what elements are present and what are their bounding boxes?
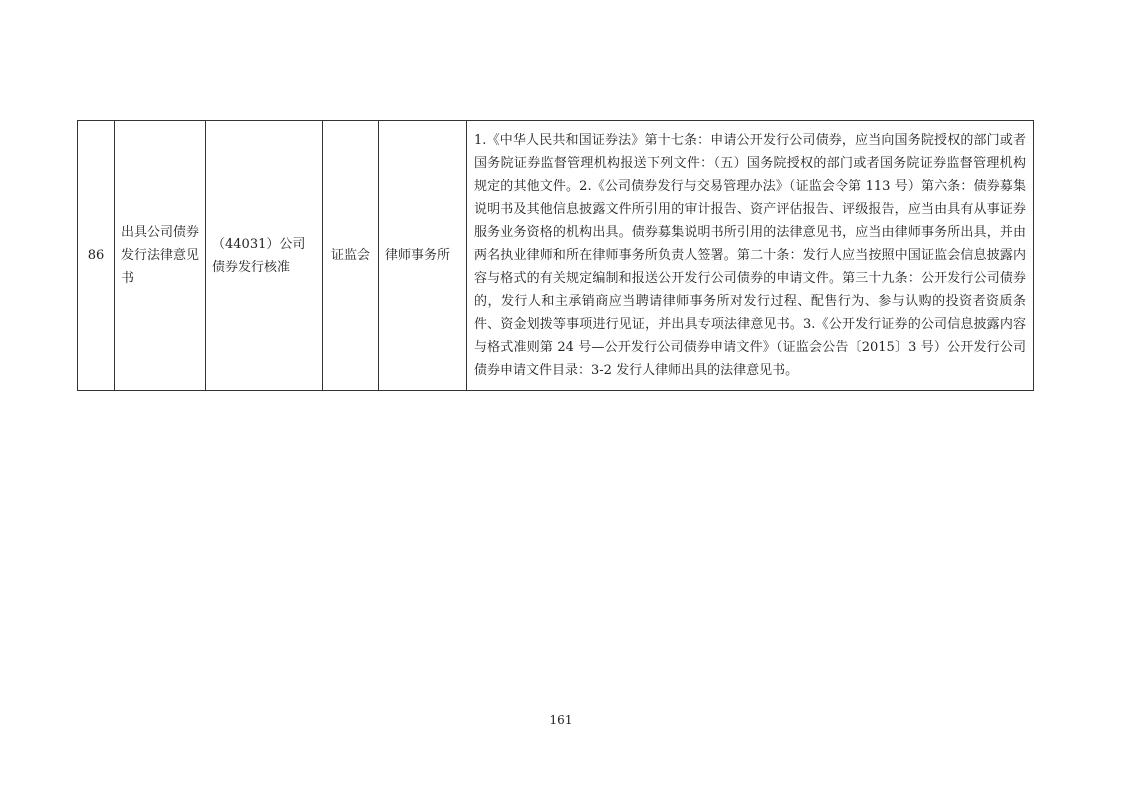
item-name-cell: 出具公司债券发行法律意见书: [115, 121, 206, 391]
row-number: 86: [78, 121, 115, 391]
approval-item-cell: （44031）公司债券发行核准: [206, 121, 323, 391]
agency-cell: 律师事务所: [379, 121, 467, 391]
requirements-table: [77, 120, 1034, 391]
table-row: [78, 121, 1034, 391]
legal-basis-cell: 1.《中华人民共和国证券法》第十七条：申请公开发行公司债券，应当向国务院授权的部门或者国务院证券监督管理机构报送下列文件：（五）国务院授权的部门或者国务院证券监督管理机构规定的其他文件。2.《公司债券发行与交易管理办法》（证监会令第 113 号）第六条：债券募集说明书及其他信息披露文件所引用的审计报告、资产评估报告、评级报告，应当由具有从事证券服务业务资格的机构出具。债券募集说明书所引用的法律意见书，应当由律师事务所出具，并由两名执业律师和所在律师事务所负责人签署。第二十条：发行人应当按照中国证监会信息披露内容与格式的有关规定编制和报送公开发行公司债券的申请文件。第三十九条：公开发行公司债券的，发行人和主承销商应当聘请律师事务所对发行过程、配售行为、参与认购的投资者资质条件、资金划拨等事项进行见证，并出具专项法律意见书。3.《公开发行证券的公司信息披露内容与格式准则第 24 号—公开发行公司债券申请文件》（证监会公告〔2015〕3 号）公开发行公司债券申请文件目录：3-2 发行人律师出具的法律意见书。: [467, 121, 1034, 391]
department-cell: 证监会: [323, 121, 379, 391]
page-number: 161: [549, 713, 573, 727]
